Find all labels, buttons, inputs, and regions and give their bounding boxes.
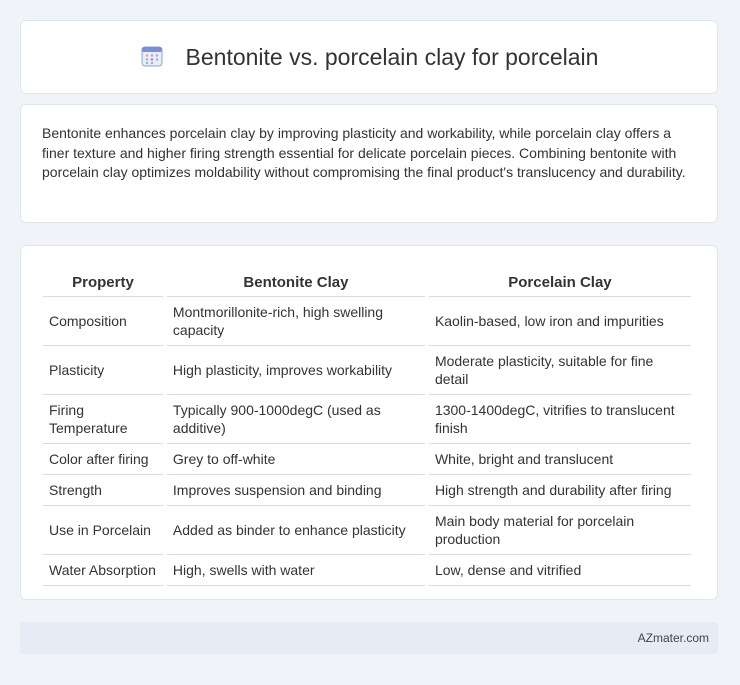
table-cell: Kaolin-based, low iron and impurities [429, 297, 691, 346]
table-row [43, 297, 691, 346]
table-cell: Montmorillonite-rich, high swelling capacity [167, 297, 425, 346]
comparison-table-card [20, 245, 718, 600]
comparison-table [39, 264, 695, 586]
table-cell: Low, dense and vitrified [429, 555, 691, 586]
table-cell: Improves suspension and binding [167, 475, 425, 506]
table-cell: Main body material for porcelain production [429, 506, 691, 555]
table-header-row [43, 264, 691, 297]
table-cell: High strength and durability after firing [429, 475, 691, 506]
table-row [43, 555, 691, 586]
column-header-bentonite: Bentonite Clay [167, 264, 425, 297]
table-cell: Water Absorption [43, 555, 163, 586]
table-cell: High plasticity, improves workability [167, 346, 425, 395]
table-cell: Strength [43, 475, 163, 506]
table-cell: High, swells with water [167, 555, 425, 586]
table-row [43, 346, 691, 395]
table-cell: Composition [43, 297, 163, 346]
table-cell: Typically 900-1000degC (used as additive) [167, 395, 425, 444]
column-header-property: Property [43, 264, 163, 297]
table-cell: Grey to off-white [167, 444, 425, 475]
table-cell: Firing Temperature [43, 395, 163, 444]
calendar-icon [140, 44, 164, 68]
intro-card [20, 104, 718, 223]
table-cell: Plasticity [43, 346, 163, 395]
table-row [43, 444, 691, 475]
table-cell: Added as binder to enhance plasticity [167, 506, 425, 555]
table-row [43, 395, 691, 444]
table-row [43, 506, 691, 555]
column-header-porcelain: Porcelain Clay [429, 264, 691, 297]
footer [20, 622, 718, 654]
table-cell: 1300-1400degC, vitrifies to translucent finish [429, 395, 691, 444]
table-cell: Moderate plasticity, suitable for fine detail [429, 346, 691, 395]
table-cell: Use in Porcelain [43, 506, 163, 555]
title-card [20, 20, 718, 94]
table-cell: Color after firing [43, 444, 163, 475]
footer-brand-link[interactable]: AZmater.com [637, 631, 709, 645]
table-cell: White, bright and translucent [429, 444, 691, 475]
page-title: Bentonite vs. porcelain clay for porcelain [185, 43, 599, 70]
intro-paragraph: Bentonite enhances porcelain clay by improving plasticity and workability, while porcelain clay offers a finer texture and higher firing strength essential for delicate porcelain pieces. Combining bentonite with porcelain clay optimizes moldability without compromising the final product's translucency and durability. [42, 125, 686, 181]
table-row [43, 475, 691, 506]
